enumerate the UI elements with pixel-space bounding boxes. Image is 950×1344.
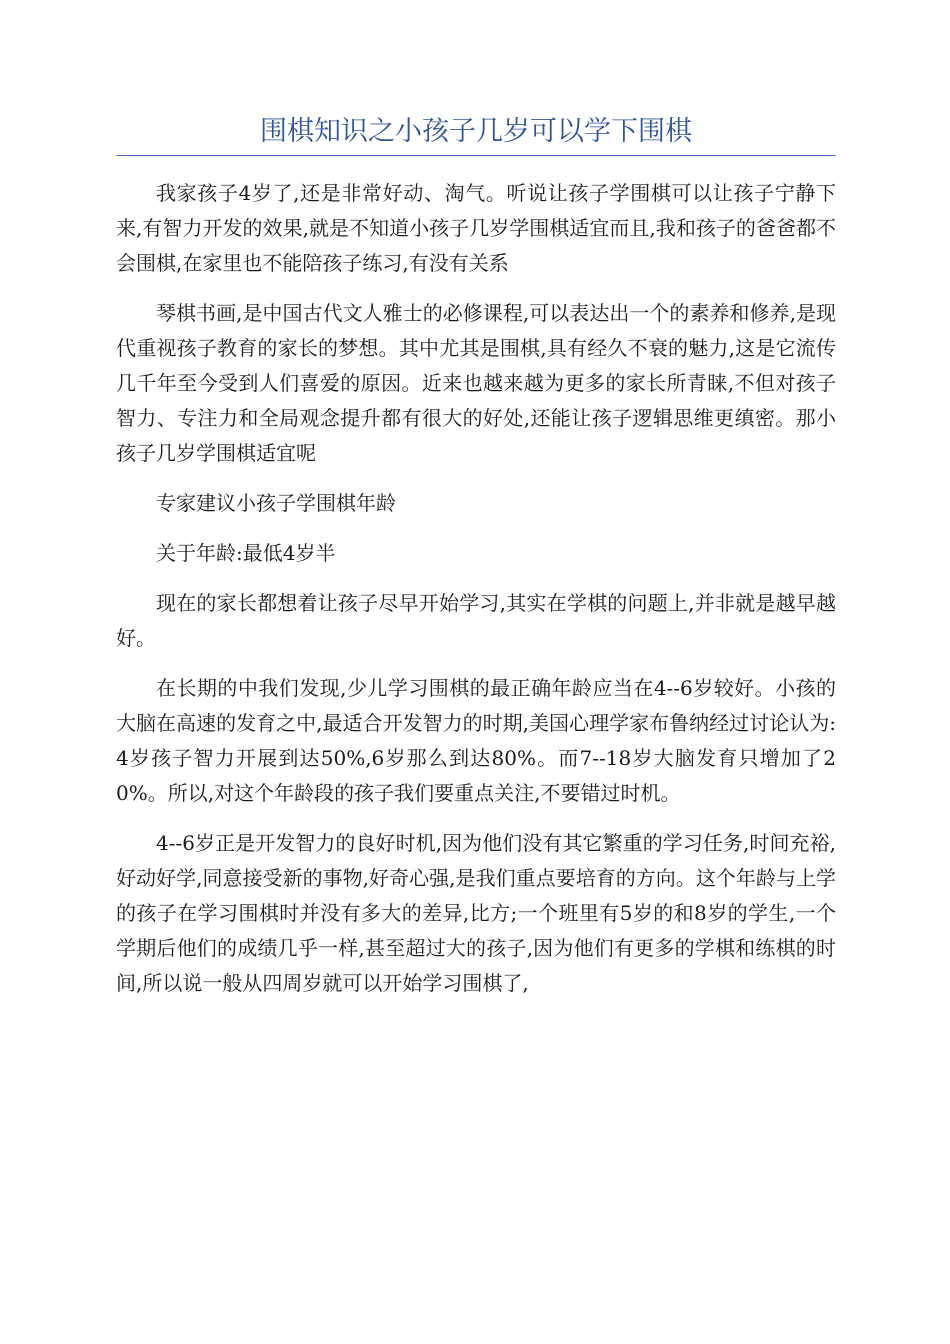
paragraph-minimum-age: 关于年龄:最低4岁半 (156, 541, 336, 565)
document-body (116, 176, 836, 1016)
paragraph-four-to-six: 4--6岁正是开发智力的良好时机,因为他们没有其它繁重的学习任务,时间充裕,好动好学,同意接受新的事物,好奇心强,是我们重点要培育的方向。这个年龄与上学的孩子在学习围棋时并没有多大的差异,比方;一个班里有5岁的和8岁的学生,一个学期后他们的成绩几乎一样,甚至超过大的孩子,因为他们有更多的学棋和练棋的时间,所以说一般从四周岁就可以开始学习围棋了, (116, 831, 836, 995)
paragraph-earlier-not-better: 现在的家长都想着让孩子尽早开始学习,其实在学棋的问题上,并非就是越早越好。 (116, 591, 836, 650)
paragraph-expert-advice-heading: 专家建议小孩子学围棋年龄 (156, 491, 396, 515)
document-title: 围棋知识之小孩子几岁可以学下围棋 (260, 116, 692, 147)
paragraph-qin-qi-shu-hua: 琴棋书画,是中国古代文人雅士的必修课程,可以表达出一个的素养和修养,是现代重视孩子教育的家长的梦想。其中尤其是围棋,具有经久不衰的魅力,这是它流传几千年至今受到人们喜爱的原因。近来也越来越为更多的家长所青睐,不但对孩子智力、专注力和全局观念提升都有很大的好处,还能让孩子逻辑思维更缜密。那小孩子几岁学围棋适宜呢 (116, 301, 836, 465)
paragraph-best-age: 在长期的中我们发现,少儿学习围棋的最正确年龄应当在4--6岁较好。小孩的大脑在高速的发育之中,最适合开发智力的时期,美国心理学家布鲁纳经过讨论认为:4岁孩子智力开展到达50%,6岁那么到达80%。而7--18岁大脑发育只增加了20%。所以,对这个年龄段的孩子我们要重点关注,不要错过时机。 (116, 676, 836, 805)
paragraph-intro-question: 我家孩子4岁了,还是非常好动、淘气。听说让孩子学围棋可以让孩子宁静下来,有智力开发的效果,就是不知道小孩子几岁学围棋适宜而且,我和孩子的爸爸都不会围棋,在家里也不能陪孩子练习,有没有关系 (116, 181, 836, 275)
title-underline (116, 155, 836, 156)
